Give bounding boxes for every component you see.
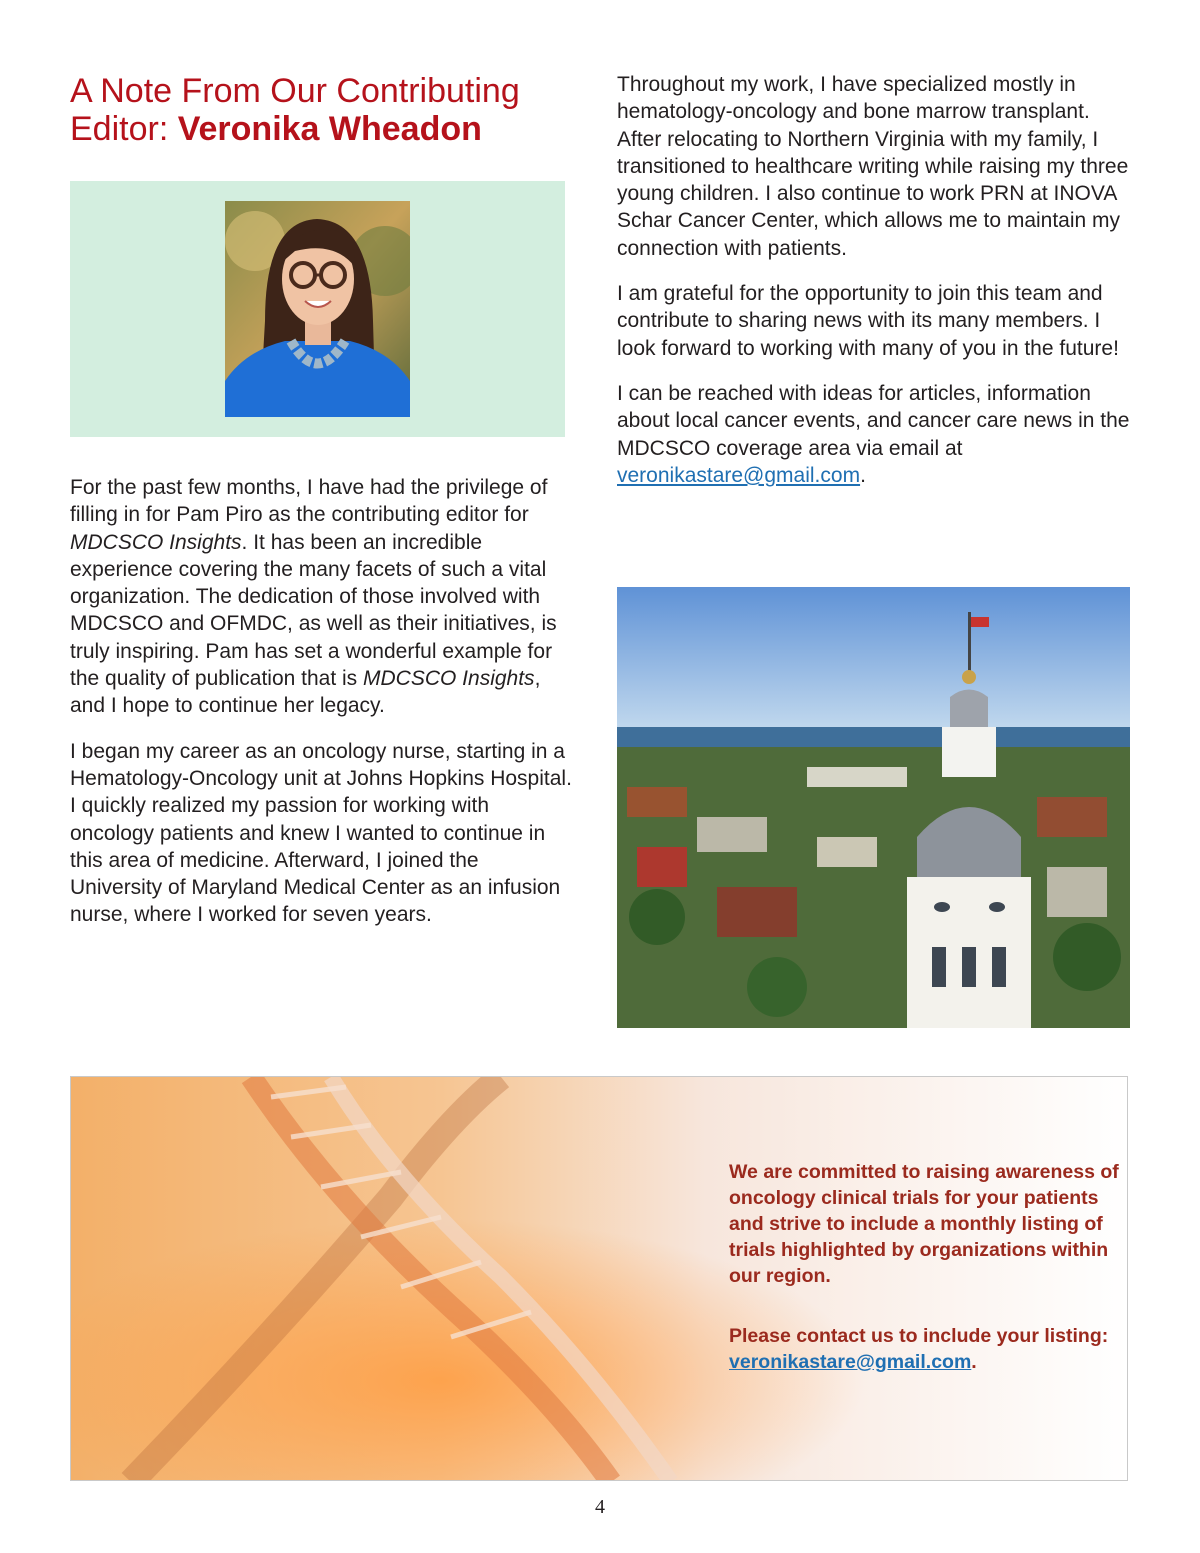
right-p3-end: . [860,463,866,487]
title-prefix: A Note From Our Contributing Editor: [70,72,520,148]
clinical-trials-banner [70,1076,1128,1481]
city-photo [617,587,1130,1028]
banner-contact-text: Please contact us to include your listing: [729,1325,1109,1347]
right-column [617,71,1137,507]
right-p3-text: I can be reached with ideas for articles, information about local cancer events, and cancer care news in the MDCSCO coverage area via email at [617,381,1130,460]
right-paragraph-2: I am grateful for the opportunity to join this team and contribute to sharing news with its many members. I look forward to working with many of you in the future! [617,282,1119,360]
email-link[interactable]: veronikastare@gmail.com [617,463,861,487]
portrait-panel [70,181,565,437]
left-p1-text-b: . It has been an incredible experience covering the many facets of such a vital organization. The dedication of those involved with MDCSCO and OFMDC, as well as their initiatives, is truly inspiring. Pam has set a wonderful example for the quality of publication that is [70,530,557,691]
banner-text [729,1159,1119,1409]
banner-paragraph-2 [729,1323,1119,1375]
page-number: 4 [595,1496,605,1518]
right-paragraph-1: Throughout my work, I have specialized mostly in hematology-oncology and bone marrow transplant. After relocating to Northern Virginia with my family, I transitioned to healthcare writing while raising my three young children. I also continue to work PRN at INOVA Schar Cancer Center, which allows me to maintain my connection with patients. [617,73,1129,260]
banner-email-link[interactable]: veronikastare@gmail.com [729,1351,972,1373]
banner-paragraph-1: We are committed to raising awareness of oncology clinical trials for your patients and strive to include a monthly listing of trials highlighted by organizations within our region. [729,1161,1119,1287]
portrait-illustration [225,201,410,417]
publication-name: MDCSCO Insights [70,530,242,554]
left-column [70,474,575,947]
left-p1-text-a: For the past few months, I have had the privilege of filling in for Pam Piro as the contributing editor for [70,476,548,527]
left-paragraph-1 [70,474,575,720]
portrait-photo [225,201,410,417]
left-p1-text-c: , and I hope to continue her legacy. [70,667,541,718]
publication-name: MDCSCO Insights [363,667,535,691]
statehouse-aerial-illustration [617,587,1130,1028]
page-title [70,72,550,148]
right-paragraph-3 [617,380,1137,489]
left-paragraph-2: I began my career as an oncology nurse, starting in a Hematology-Oncology unit at Johns Hopkins Hospital. I quickly realized my passion for working with oncology patients and knew I wanted to continue in this area of medicine. Afterward, I joined the University of Maryland Medical Center as an infusion nurse, where I worked for seven years. [70,739,572,927]
banner-contact-end: . [971,1351,977,1373]
title-name: Veronika Wheadon [177,110,482,148]
